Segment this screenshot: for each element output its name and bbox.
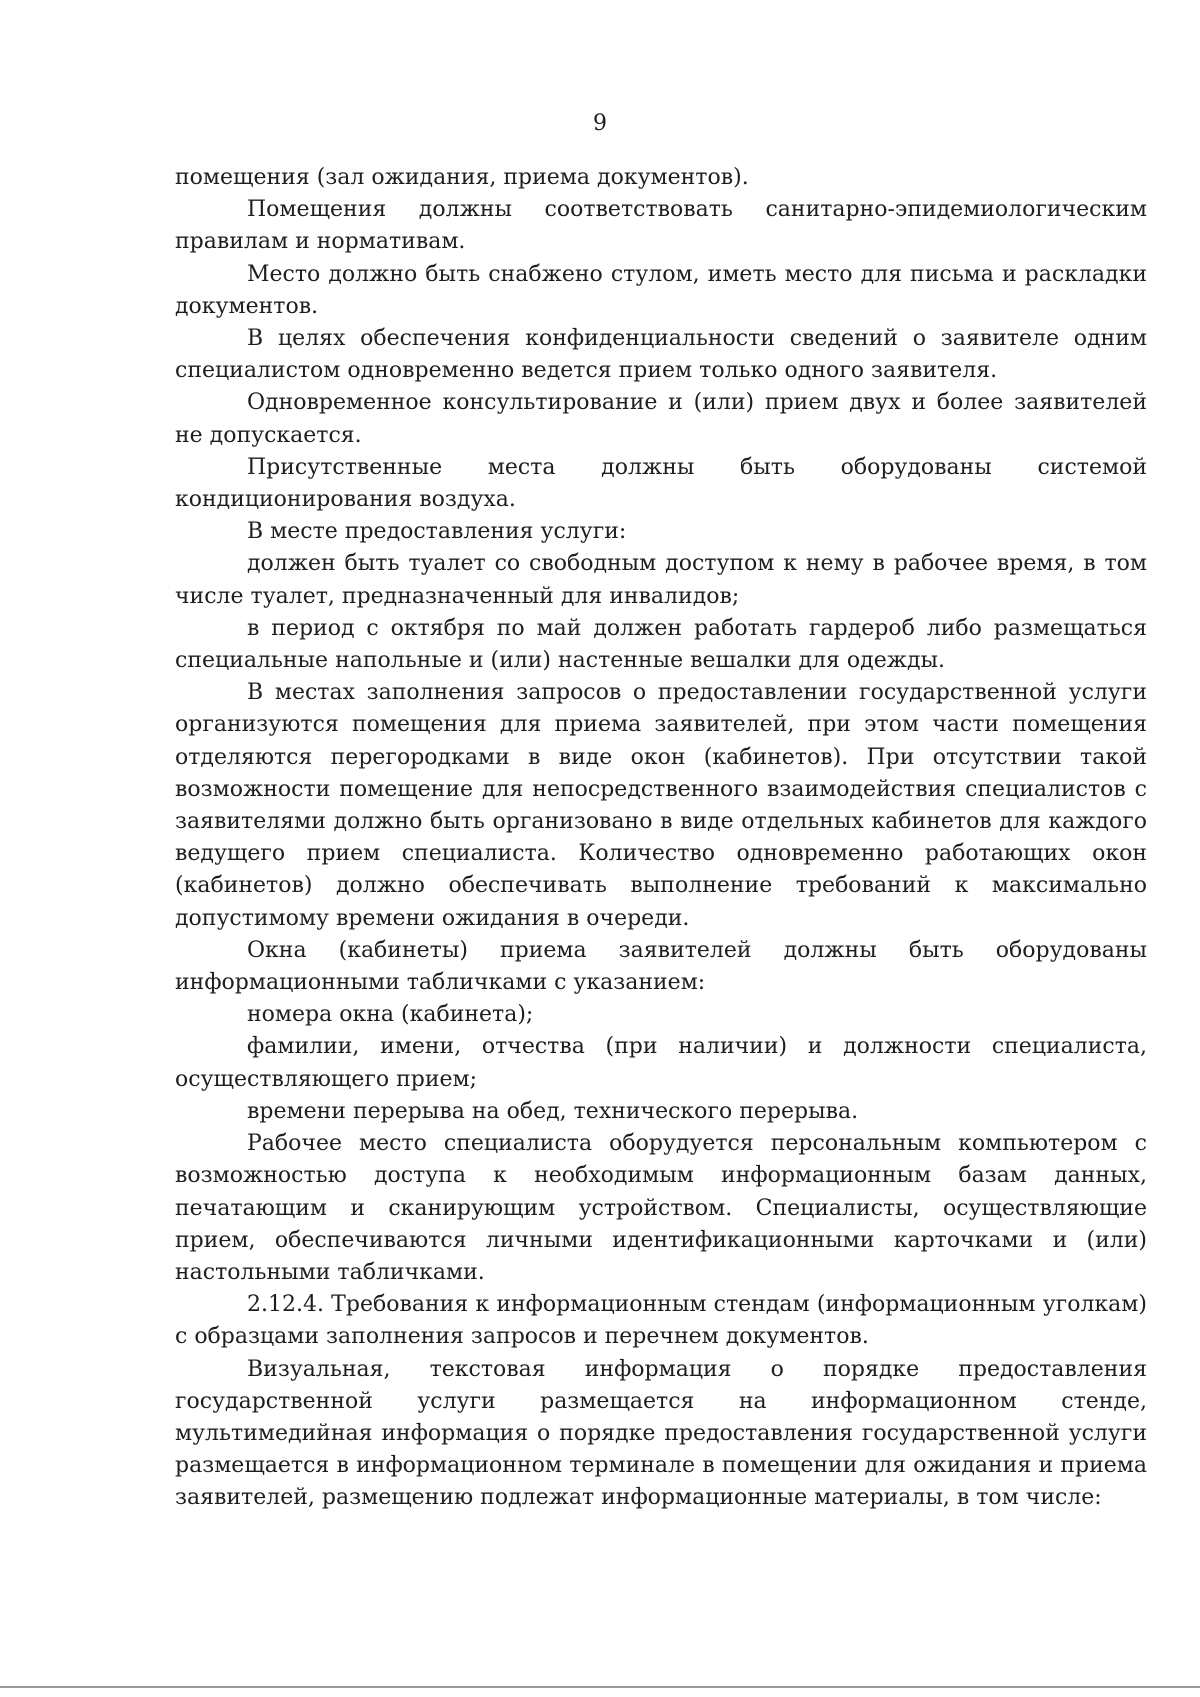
paragraph-sanitary-rules: Помещения должны соответствовать санитарно-эпидемиологическим правилам и нормативам. — [175, 197, 1147, 255]
paragraph-visual-information: Визуальная, текстовая информация о порядке предоставления государственной услуги размещается на информационном стенде, мультимедийная информация о порядке предоставления государственной услуги размещается в информационном терминале в помещении для ожидания и приема заявителей, размещению подлежат информационные материалы, в том числе: — [175, 1356, 1147, 1511]
paragraph-window-number: номера окна (кабинета); — [247, 1002, 534, 1028]
paragraph-wardrobe: в период с октября по май должен работать гардероб либо размещаться специальные напольные и (или) настенные вешалки для одежды. — [175, 615, 1147, 674]
paragraph-workplace-equipment: Рабочее место специалиста оборудуется персональным компьютером с возможностью доступа к необходимым информационным базам данных, печатающим и сканирующим устройством. Специалисты, осуществляющие прием, обеспечиваются личными идентификационными карточками и (или) настольными табличками. — [175, 1131, 1147, 1285]
paragraph-toilet: должен быть туалет со свободным доступом к нему в рабочее время, в том числе туалет, предназначенный для инвалидов; — [175, 551, 1147, 609]
paragraph-section-2-12-4: 2.12.4. Требования к информационным стендам (информационным уголкам) с образцами заполнения запросов и перечнем документов. — [175, 1292, 1147, 1350]
paragraph-break-time: времени перерыва на обед, технического перерыва. — [247, 1098, 859, 1124]
paragraph-continuation: помещения (зал ожидания, приема документов). — [175, 165, 749, 190]
page-number: 9 — [593, 111, 607, 136]
paragraph-confidentiality: В целях обеспечения конфиденциальности сведений о заявителе одним специалистом одновременно ведется прием только одного заявителя. — [175, 326, 1147, 384]
paragraph-air-conditioning: Присутственные места должны быть оборудованы системой кондиционирования воздуха. — [175, 454, 1147, 513]
paragraph-reception-rooms: В местах заполнения запросов о предоставлении государственной услуги организуются помещения для приема заявителей, при этом части помещения отделяются перегородками в виде окон (кабинетов). При отсутствии такой возможности помещение для непосредственного взаимодействия специалистов с заявителями должно быть организовано в виде отдельных кабинетов для каждого ведущего прием специалиста. Количество одновременно работающих окон (кабинетов) должно обеспечивать выполнение требований к максимально допустимому времени ожидания в очереди. — [175, 680, 1147, 931]
bottom-edge-line — [0, 1686, 1200, 1688]
paragraph-service-place-intro: В месте предоставления услуги: — [247, 519, 627, 545]
paragraph-seat-requirements: Место должно быть снабжено стулом, иметь место для письма и раскладки документов. — [175, 261, 1147, 319]
paragraph-simultaneous-reception: Одновременное консультирование и (или) прием двух и более заявителей не допускается. — [175, 390, 1147, 448]
paragraph-info-plates: Окна (кабинеты) приема заявителей должны быть оборудованы информационными табличками с указанием: — [175, 937, 1147, 996]
document-body — [175, 162, 1147, 1515]
paragraph-specialist-name: фамилии, имени, отчества (при наличии) и должности специалиста, осуществляющего прием; — [175, 1034, 1147, 1092]
